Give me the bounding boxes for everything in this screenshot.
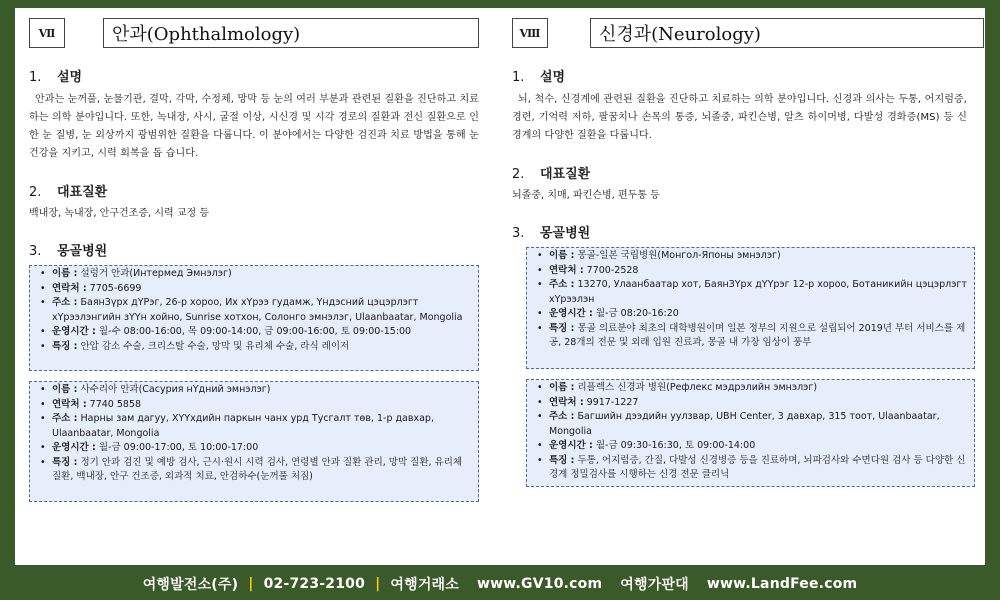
neurology-column xyxy=(512,18,967,487)
diseases-text: 백내장, 녹내장, 안구건조증, 시력 교정 등 xyxy=(29,208,209,219)
chapter-number: Ⅶ xyxy=(29,18,65,48)
hospital-contact: • 연락처 : 7740 5858 xyxy=(40,398,472,413)
chapter-title: 안과(Ophthalmology) xyxy=(103,18,479,48)
hospital-features: • 특징 : 두통, 어지럼증, 간질, 다발성 신경병증 등을 진료하며, 뇌파검사와 수면다원 검사 등 다양한 신경계 정밀검사를 시행하는 신경 전문 클리닉 xyxy=(537,454,968,483)
hospital-hours: • 운영시간 : 월-금 09:30-16:30, 토 09:00-14:00 xyxy=(537,439,968,454)
heading-hospitals: 3. 몽골병원 xyxy=(29,244,108,259)
hospital-hours: • 운영시간 : 월-금 08:20-16:20 xyxy=(537,307,968,322)
hospital-address: • 주소 : Багшийн дээдийн уулзвар, UBH Center, 3 давхар, 315 тоот, Ulaanbaatar, Mongolia xyxy=(537,410,968,439)
hospital-card xyxy=(526,247,975,369)
heading-diseases: 2. 대표질환 xyxy=(512,167,591,182)
hospital-address: • 주소 : БаянЗүрх дҮРэг, 26-р хороо, Их хҮрээ гудамж, Үндэсний цэцэрлэгт хҮрээлэнгийн зҮҮн хойно, Sunrise хотхон, Солонго эмнэлэг, Ulaanbaatar, Mongolia xyxy=(40,296,472,325)
heading-hospitals: 3. 몽골병원 xyxy=(512,226,591,241)
description-text: 뇌, 척수, 신경계에 관련된 질환을 진단하고 치료하는 의학 분야입니다. 신경과 의사는 두통, 어지럼증, 경련, 기억력 저하, 팔꿈치나 손목의 통증, 뇌졸중, 파킨슨병, 알츠 하이머병, 다발성 경화증(MS) 등 신경계의 다양한 질환을 다룹니다. xyxy=(512,94,967,141)
hospital-hours: • 운영시간 : 월-수 08:00-16:00, 목 09:00-14:00, 금 09:00-16:00, 토 09:00-15:00 xyxy=(40,325,472,340)
heading-description: 1. 설명 xyxy=(29,70,83,85)
hospital-contact: • 연락처 : 7700-2528 xyxy=(537,264,968,279)
hospital-contact: • 연락처 : 7705-6699 xyxy=(40,282,472,297)
chapter-title: 신경과(Neurology) xyxy=(590,18,984,48)
hospital-features: • 특징 : 안압 감소 수술, 크리스탈 수술, 망막 및 유리체 수술, 라식 레이저 xyxy=(40,340,472,355)
hospital-name: • 이름 : 리플렉스 신경과 병원(Рефлекс мэдрэлийн эмнэлэг) xyxy=(537,381,968,396)
ophthalmology-column xyxy=(29,18,479,502)
heading-diseases: 2. 대표질환 xyxy=(29,185,108,200)
diseases-text: 뇌졸중, 치매, 파킨슨병, 편두통 등 xyxy=(512,190,660,201)
hospital-address: • 주소 : 13270, Улаанбаатар хот, БаянЗҮрх дҮҮрэг 12-р хороо, Ботаникийн цэцэрлэгт хҮрээлэн xyxy=(537,278,968,307)
hospital-contact: • 연락처 : 9917-1227 xyxy=(537,396,968,411)
section-header xyxy=(512,18,967,48)
chapter-number: Ⅷ xyxy=(512,18,548,48)
company-name: 여행발전소(주) xyxy=(142,576,239,593)
separator: | xyxy=(375,575,381,592)
description-text: 안과는 눈꺼풀, 눈물기관, 결막, 각막, 수정체, 망막 등 눈의 여러 부분과 관련된 질환을 진단하고 치료하는 의학 분야입니다. 또한, 녹내장, 사시, 굴절 이상, 시신경 및 시각 경로의 질환과 전신 질환으로 인한 눈 질병, 눈 외상까지 광범위한 질환을 다룹니다. 이 분야에서는 다양한 검진과 치료 방법을 통해 눈 건강을 지키고, 시력 회복을 돕 습니다. xyxy=(29,94,479,159)
hospital-name: • 이름 : 사수리아 안과(Сасурия нҮдний эмнэлэг) xyxy=(40,383,472,398)
hospital-features: • 특징 : 몽골 의료분야 최초의 대학병원이며 일본 정부의 지원으로 설립되어 2019년 부터 서비스를 제공, 28개의 전문 및 외래 입원 진료과, 몽골 내 가장 임상이 풍부 xyxy=(537,322,968,351)
section-header xyxy=(29,18,479,48)
phone-number: 02-723-2100 xyxy=(263,575,366,592)
hospital-name: • 이름 : 설렁거 안과(Интермед Эмнэлэг) xyxy=(40,267,472,282)
hospital-features: • 특징 : 정기 안과 검진 및 예방 검사, 근시·원시 시력 검사, 연령별 안과 질환 관리, 망막 질환, 유리체 질환, 백내장, 안구 건조증, 외과적 치료, 안검하수(눈꺼풀 처짐) xyxy=(40,456,472,485)
hospital-address: • 주소 : Нарны зам дагуу, ХҮҮхдийн паркын чанх урд Тусгалт төв, 1-р давхар, Ulaanbaatar, Mongolia xyxy=(40,412,472,441)
hospital-card xyxy=(29,265,479,371)
hospital-hours: • 운영시간 : 월-금 09:00-17:00, 토 10:00-17:00 xyxy=(40,441,472,456)
board-label: 여행가판대 xyxy=(620,576,689,593)
heading-description: 1. 설명 xyxy=(512,70,566,85)
site-link-landfee[interactable]: www.LandFee.com xyxy=(706,575,858,592)
footer-bar xyxy=(0,567,1000,600)
document-page xyxy=(15,8,985,565)
hospital-card xyxy=(29,381,479,502)
exchange-label: 여행거래소 xyxy=(390,576,460,593)
separator: | xyxy=(248,575,254,592)
site-link-gv10[interactable]: www.GV10.com xyxy=(477,575,603,592)
hospital-name: • 이름 : 몽골-일본 국립병원(Монгол-Японы эмнэлэг) xyxy=(537,249,968,264)
hospital-card xyxy=(526,379,975,487)
